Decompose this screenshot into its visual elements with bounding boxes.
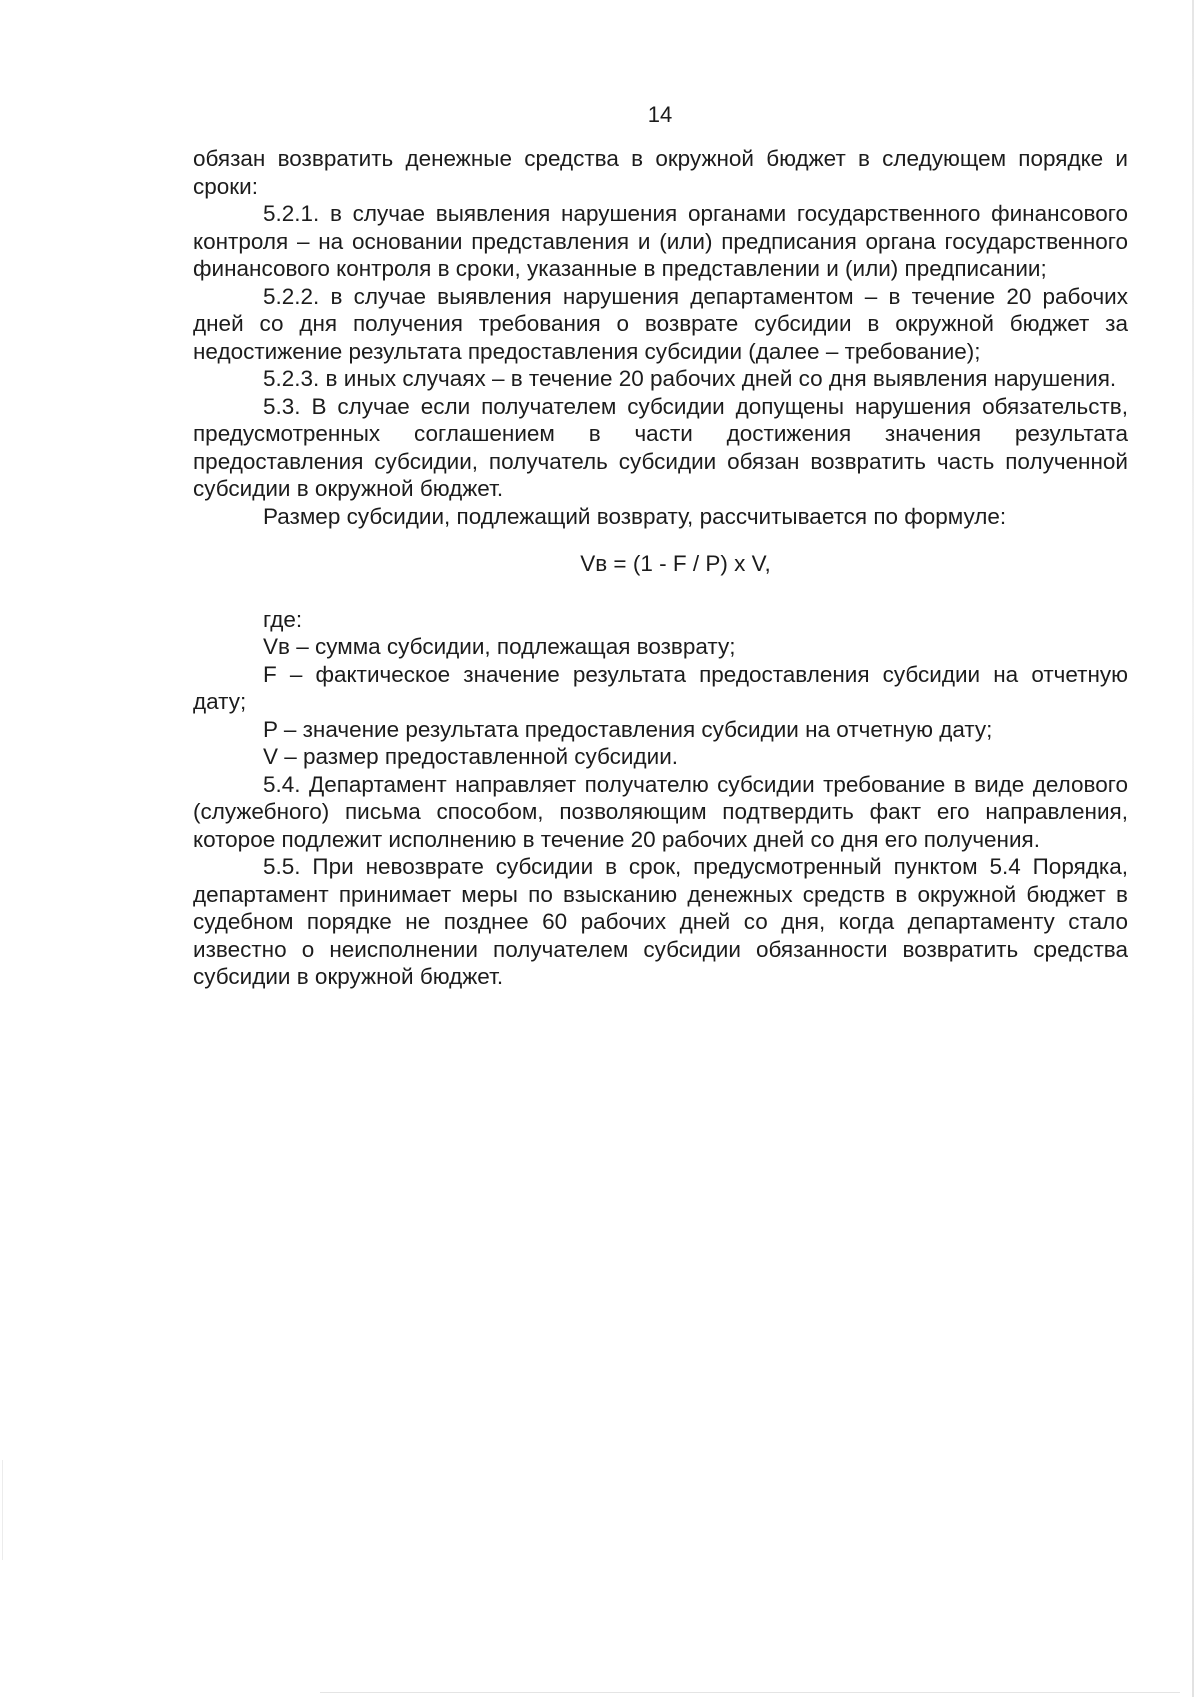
paragraph-formula-intro: Размер субсидии, подлежащий возврату, рассчитывается по формуле:: [263, 503, 1007, 529]
page-number: 14: [647, 102, 673, 127]
definition-v: V – размер предоставленной субсидии.: [263, 744, 679, 769]
definition-where: где:: [263, 606, 303, 632]
paragraph-5-3: 5.3. В случае если получателем субсидии допущены нарушения обязательств, предусмотренных соглашением в части достижения значения результата предоставления субсидии, получатель субсидии обязан возвратить часть полученной субсидии в окружной бюджет.: [193, 393, 1128, 501]
definition-f: F – фактическое значение результата предоставления субсидии на отчетную дату;: [193, 661, 1128, 714]
paragraph-continuation: обязан возвратить денежные средства в окружной бюджет в следующем порядке и сроки:: [193, 146, 1128, 199]
formula: Vв = (1 - F / P) x V,: [580, 551, 771, 576]
paragraph-5-2-1: 5.2.1. в случае выявления нарушения органами государственного финансового контроля – на основании представления и (или) предписания органа государственного финансового контроля в сроки, указанные в представлении и (или) предписании;: [193, 201, 1128, 281]
scan-edge: [320, 1692, 1180, 1693]
paragraph-5-4: 5.4. Департамент направляет получателю субсидии требование в виде делового (служебного) письма способом, позволяющим подтвердить факт его направления, которое подлежит исполнению в течение 20 рабочих дней со дня его получения.: [193, 771, 1128, 852]
scan-edge: [1192, 0, 1194, 1697]
paragraph-5-2-3: 5.2.3. в иных случаях – в течение 20 рабочих дней со дня выявления нарушения.: [263, 366, 1117, 391]
document-body: [193, 145, 1128, 991]
definition-p: P – значение результата предоставления субсидии на отчетную дату;: [263, 716, 993, 742]
scan-edge: [2, 1460, 3, 1560]
paragraph-5-2-2: 5.2.2. в случае выявления нарушения департаментом – в течение 20 рабочих дней со дня получения требования о возврате субсидии в окружной бюджет за недостижение результата предоставления субсидии (далее – требование);: [193, 283, 1128, 364]
definition-vv: Vв – сумма субсидии, подлежащая возврату;: [263, 634, 736, 659]
paragraph-5-5: 5.5. При невозврате субсидии в срок, предусмотренный пунктом 5.4 Порядка, департамент принимает меры по взысканию денежных средств в окружной бюджет в судебном порядке не позднее 60 рабочих дней со дня, когда департаменту стало известно о неисполнении получателем субсидии обязанности возвратить средства субсидии в окружной бюджет.: [193, 854, 1128, 989]
